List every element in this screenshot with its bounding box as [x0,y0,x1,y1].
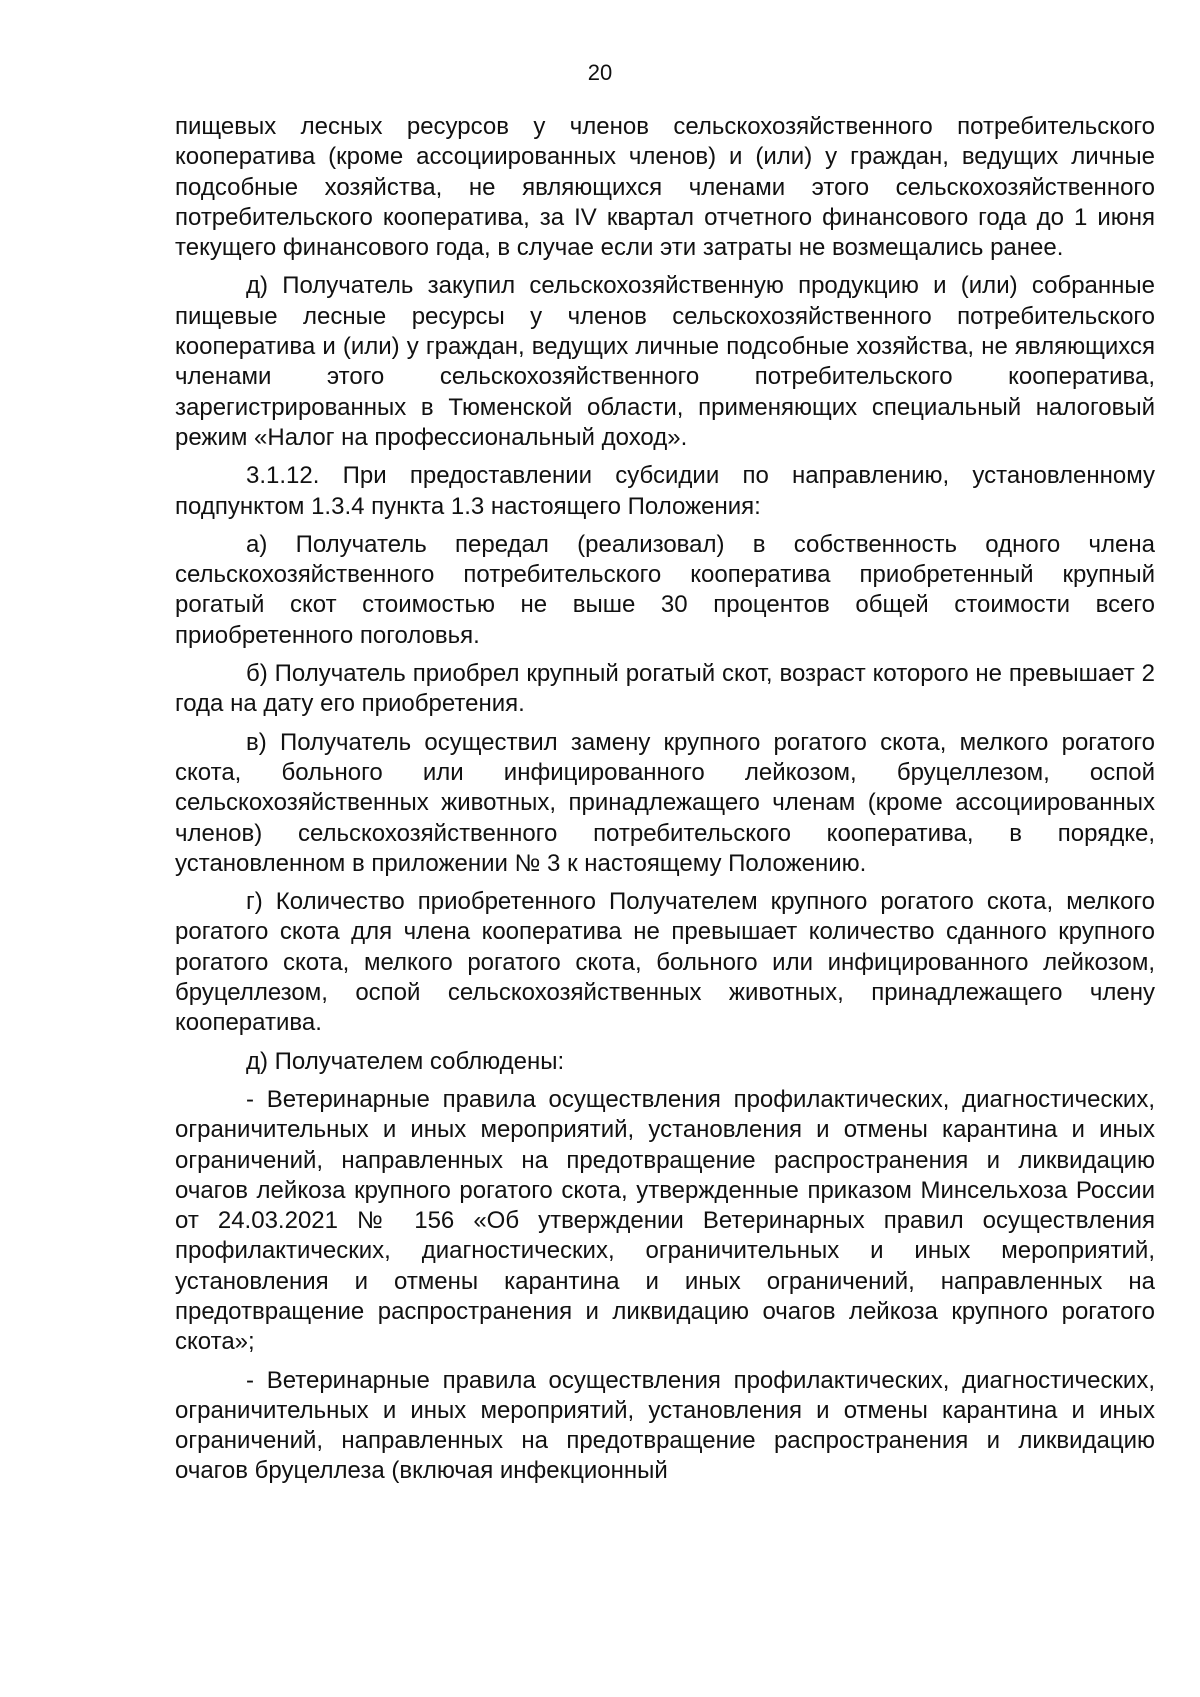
paragraph: а) Получатель передал (реализовал) в собственность одного члена сельскохозяйственного потребительского кооператива приобретенный крупный рогатый скот стоимостью не выше 30 процентов общей стоимости всего приобретенного поголовья. [175,530,1155,649]
paragraph: д) Получателем соблюдены: [246,1047,565,1075]
paragraph: б) Получатель приобрел крупный рогатый скот, возраст которого не превышает 2 года на дату его приобретения. [175,660,1155,718]
paragraph: 3.1.12. При предоставлении субсидии по направлению, установленному подпунктом 1.3.4 пункта 1.3 настоящего Положения: [175,462,1155,520]
paragraph: г) Количество приобретенного Получателем крупного рогатого скота, мелкого рогатого скота для члена кооператива не превышает количество сданного крупного рогатого скота, мелкого рогатого скота, больного или инфицированного лейкозом, бруцеллезом, оспой сельскохозяйственных животных, принадлежащего члену кооператива. [175,888,1155,1037]
list-item-paragraph: - Ветеринарные правила осуществления профилактических, диагностических, ограничительных и иных мероприятий, установления и отмены карантина и иных ограничений, направленных на предотвращение распространения и ликвидацию очагов бруцеллеза (включая инфекционный [175,1366,1155,1485]
paragraph: в) Получатель осуществил замену крупного рогатого скота, мелкого рогатого скота, больного или инфицированного лейкозом, бруцеллезом, оспой сельскохозяйственных животных, принадлежащего членам (кроме ассоциированных членов) сельскохозяйственного потребительского кооператива, в порядке, установленном в приложении № 3 к настоящему Положению. [175,728,1155,877]
list-item-paragraph: - Ветеринарные правила осуществления профилактических, диагностических, ограничительных и иных мероприятий, установления и отмены карантина и иных ограничений, направленных на предотвращение распространения и ликвидацию очагов лейкоза крупного рогатого скота, утвержденные приказом Минсельхоза России от 24.03.2021 № 156 «Об утверждении Ветеринарных правил осуществления профилактических, диагностических, ограничительных и иных мероприятий, установления и отмены карантина и иных ограничений, направленных на предотвращение распространения и ликвидацию очагов лейкоза крупного рогатого скота»; [175,1085,1155,1356]
document-body [175,112,1155,1495]
paragraph: пищевых лесных ресурсов у членов сельскохозяйственного потребительского кооператива (кроме ассоциированных членов) и (или) у граждан, ведущих личные подсобные хозяйства, не являющихся членами этого сельскохозяйственного потребительского кооператива, за IV квартал отчетного финансового года до 1 июня текущего финансового года, в случае если эти затраты не возмещались ранее. [175,113,1155,262]
page-number: 20 [587,60,613,85]
paragraph: д) Получатель закупил сельскохозяйственную продукцию и (или) собранные пищевые лесные ресурсы у членов сельскохозяйственного потребительского кооператива и (или) у граждан, ведущих личные подсобные хозяйства, не являющихся членами этого сельскохозяйственного потребительского кооператива, зарегистрированных в Тюменской области, применяющих специальный налоговый режим «Налог на профессиональный доход». [175,272,1155,451]
